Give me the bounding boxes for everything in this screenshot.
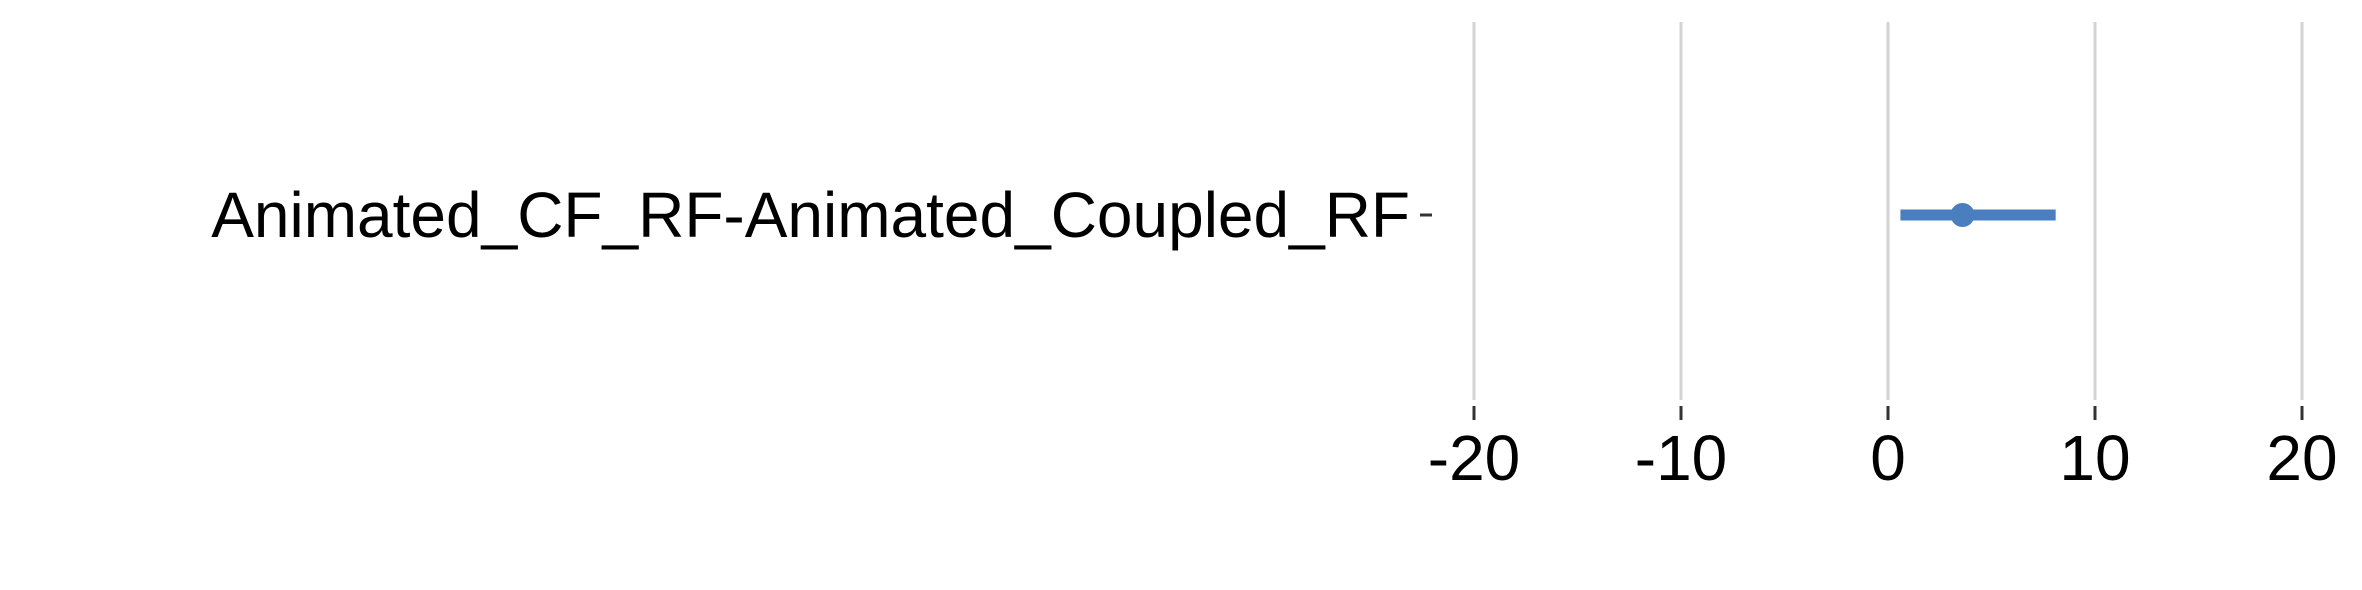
grid-layer	[1474, 22, 2302, 400]
y-axis	[211, 179, 1432, 251]
x-tick-label: 10	[2059, 422, 2131, 494]
x-tick-label: -20	[1427, 422, 1521, 494]
point-estimate	[1951, 203, 1975, 227]
data-layer	[1900, 203, 2055, 227]
x-tick-label: 20	[2266, 422, 2338, 494]
x-axis	[1428, 406, 2338, 494]
x-tick-label: 0	[1870, 422, 1906, 494]
category-label: Animated_CF_RF-Animated_Coupled_RF	[211, 179, 1410, 251]
x-tick-label: -10	[1634, 422, 1728, 494]
